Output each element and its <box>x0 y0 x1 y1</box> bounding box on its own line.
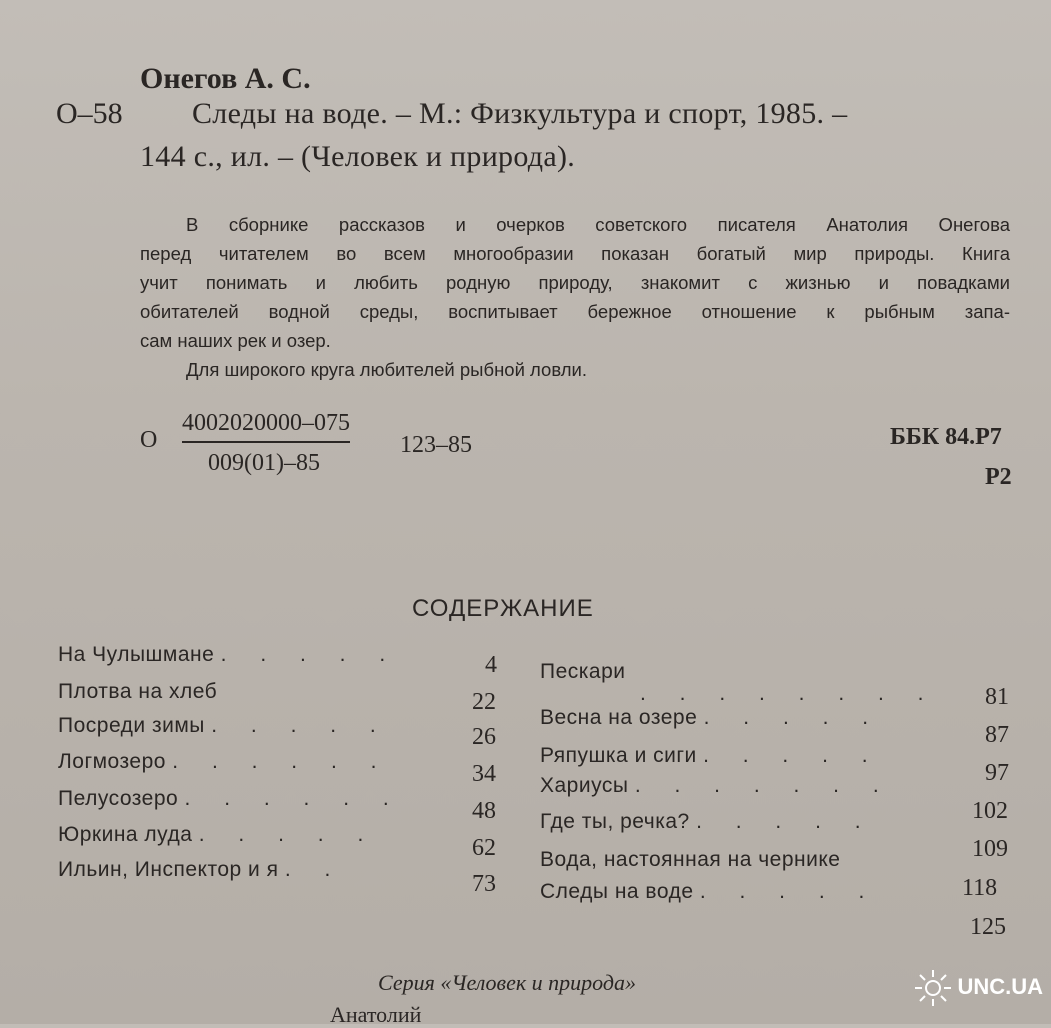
toc-item-page: 125 <box>970 914 1006 940</box>
toc-item-dots: . . . . . <box>703 706 883 729</box>
toc-item-page: 118 <box>962 875 998 901</box>
annotation-line: перед читателем во всем многообразии показан богатый мир природы. Книга <box>140 243 1010 264</box>
annotation-line: В сборнике рассказов и очерков советского писателя Анатолия Онегова <box>186 214 1010 235</box>
toc-item <box>540 880 878 904</box>
toc-item-page: 48 <box>472 798 496 824</box>
toc-item <box>58 750 390 774</box>
index-denominator: 009(01)–85 <box>208 450 320 476</box>
toc-item-page: 26 <box>472 724 496 750</box>
toc-item-title: Ряпушка и сиги <box>540 744 697 767</box>
sun-icon <box>913 968 953 1008</box>
toc-item <box>540 660 626 684</box>
audience-note: Для широкого круга любителей рыбной ловли. <box>186 359 588 380</box>
series-line: Серия «Человек и природа» <box>378 970 636 995</box>
next-page-line: Анатолий <box>330 1002 422 1027</box>
toc-item-page: 81 <box>985 684 1009 710</box>
toc-item-title: Ильин, Инспектор и я <box>58 858 279 881</box>
toc-item-title: Пелусозеро <box>58 787 179 810</box>
bibliographic-line-2: 144 с., ил. – (Человек и природа). <box>140 140 576 173</box>
toc-item-title: Где ты, речка? <box>540 810 690 833</box>
toc-item <box>540 744 882 768</box>
toc-item-dots: . . <box>284 858 345 881</box>
toc-item-dots: . . . . . . <box>172 750 391 773</box>
toc-item-page: 62 <box>472 835 496 861</box>
toc-item-dots: . . . . . <box>699 880 879 903</box>
toc-item-dots: . . . . . <box>211 714 390 737</box>
toc-item-title: Следы на воде <box>540 880 694 903</box>
toc-item <box>58 823 377 847</box>
toc-item-page: 22 <box>472 689 496 715</box>
toc-item-page: 97 <box>985 760 1009 786</box>
toc-item <box>540 774 893 798</box>
author-name: Онегов А. С. <box>140 62 311 95</box>
toc-item <box>58 680 217 704</box>
toc-item-title: Плотва на хлеб <box>58 680 218 703</box>
toc-item <box>58 714 390 738</box>
toc-item-title: Логмозеро <box>58 750 166 773</box>
watermark-text: UNC.UA <box>957 973 1043 999</box>
toc-item <box>58 858 344 882</box>
annotation-line: сам наших рек и озер. <box>140 330 331 351</box>
annotation-line: учит понимать и любить родную природу, знакомит с жизнью и повадками <box>140 272 1010 293</box>
toc-item-title: Хариусы <box>540 774 629 797</box>
toc-item-page: 109 <box>972 836 1008 862</box>
annotation <box>140 210 1010 384</box>
toc-item <box>540 706 882 730</box>
bbk-code: ББК 84.Р7 <box>890 424 1002 450</box>
toc-item-page: 4 <box>485 652 497 678</box>
toc-item-dots: . . . . . . . <box>634 774 893 797</box>
bibliographic-line-1: Следы на воде. – М.: Физкультура и спорт, 1985. – <box>192 97 848 130</box>
toc-item-dots: . . . . . <box>696 810 875 833</box>
toc-item-title: Вода, настоянная на чернике <box>540 848 841 871</box>
index-numerator: 4002020000–075 <box>182 410 350 443</box>
toc-item-page: 87 <box>985 722 1009 748</box>
toc-item-dots: . . . . . <box>220 643 400 666</box>
toc-item <box>640 682 938 706</box>
toc-item-title: Пескари <box>540 660 626 683</box>
annotation-line: обитателей водной среды, воспитывает бережное отношение к рыбным запа- <box>140 301 1010 322</box>
toc-item-page: 102 <box>972 798 1008 824</box>
bbk-code-2: Р2 <box>985 464 1012 490</box>
index-prefix: О <box>140 427 158 453</box>
toc-item-page: 73 <box>472 871 496 897</box>
toc-item-title: Юркина луда <box>58 823 193 846</box>
toc-item-dots: . . . . . <box>703 744 882 767</box>
toc-item <box>58 643 399 667</box>
classification-code: О–58 <box>56 97 123 130</box>
toc-item-dots: . . . . . <box>198 823 378 846</box>
toc-item-dots: . . . . . . . . <box>640 682 938 705</box>
toc-item-title: На Чулышмане <box>58 643 215 666</box>
toc-item-title: Посреди зимы <box>58 714 205 737</box>
toc-item-title: Весна на озере <box>540 706 698 729</box>
watermark <box>913 968 1043 1008</box>
index-middle: 123–85 <box>400 432 472 458</box>
toc-item-page: 34 <box>472 761 496 787</box>
toc-item <box>540 848 840 872</box>
toc-item <box>58 787 403 811</box>
toc-item <box>540 810 875 834</box>
toc-item-dots: . . . . . . <box>184 787 403 810</box>
contents-title: СОДЕРЖАНИЕ <box>412 595 594 622</box>
